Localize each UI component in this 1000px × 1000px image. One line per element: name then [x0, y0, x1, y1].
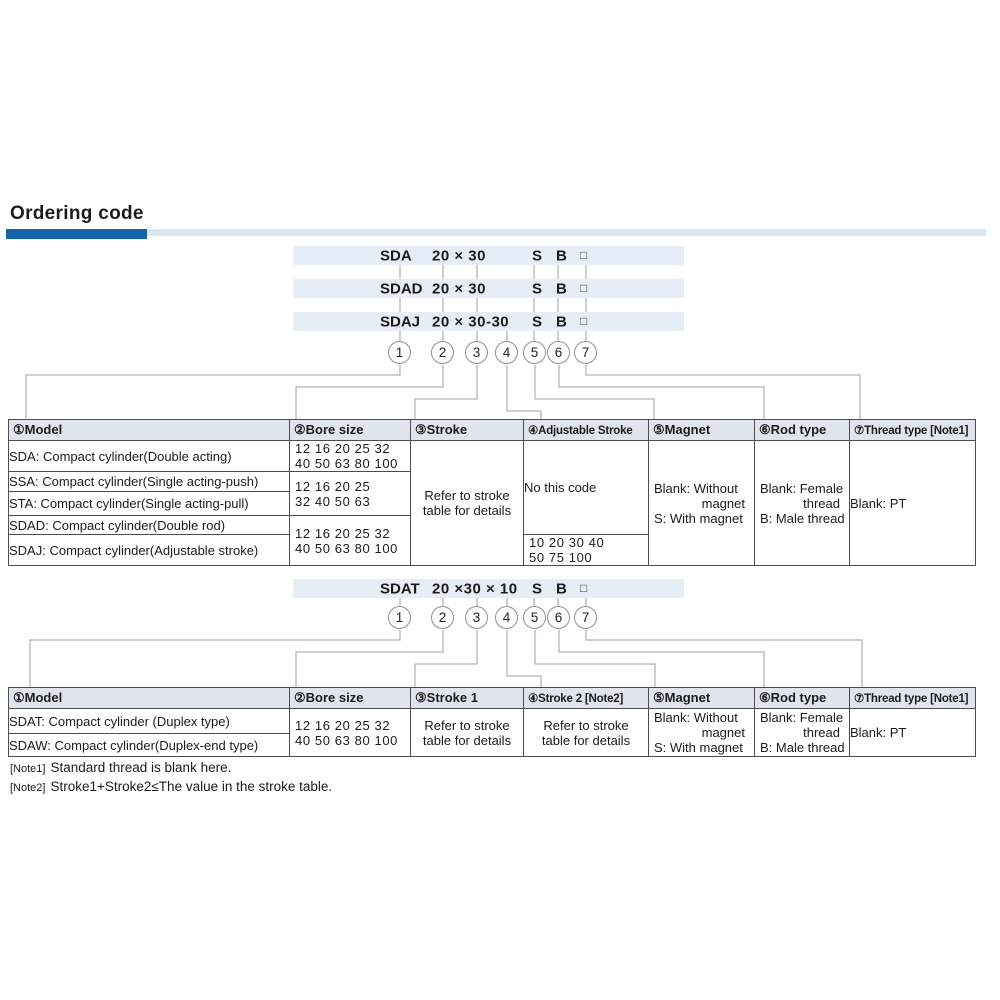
adjustable-stroke-cell: No this code	[524, 441, 649, 535]
tick-lines-band4-circles	[400, 598, 586, 606]
adjustable-stroke-values-cell	[524, 535, 649, 566]
bore-size-line: 12 16 20 25	[295, 478, 371, 494]
header-thread-type: ⑦Thread type [Note1]	[850, 688, 976, 709]
circle-number-4: 4	[495, 606, 518, 629]
magnet-cell	[649, 441, 755, 566]
bore-size-line: 12 16 20 25 32	[295, 717, 391, 733]
stair-1-thread	[586, 365, 860, 419]
header-rod-type: ⑥Rod type	[755, 420, 850, 441]
circle-number-3: 3	[465, 341, 488, 364]
model-cell: SDAT: Compact cylinder (Duplex type)	[9, 709, 290, 734]
stair-2-model	[30, 630, 400, 687]
header-model: ①Model	[9, 420, 290, 441]
tick-lines-band2-band3	[400, 298, 586, 312]
circle-number-2: 2	[431, 606, 454, 629]
stroke-line: table for details	[422, 503, 512, 518]
stair-1-magnet	[535, 365, 654, 419]
code-model: SDAT	[380, 580, 420, 597]
stair-1-adjustable	[507, 365, 541, 419]
stroke-line: Refer to stroke	[424, 717, 510, 733]
bore-size-cell	[290, 709, 411, 757]
stroke-line: Refer to stroke	[543, 717, 629, 733]
note-line-2	[10, 779, 332, 794]
circle-number-1: 1	[388, 341, 411, 364]
stair-1-model	[26, 365, 400, 419]
tick-lines-band1-band2	[400, 265, 586, 279]
stair-2-thread	[586, 630, 862, 687]
bore-size-line: 32 40 50 63	[295, 493, 371, 509]
stroke-line: table for details	[541, 732, 631, 748]
header-rod-type: ⑥Rod type	[755, 688, 850, 709]
model-cell: SDAD: Compact cylinder(Double rod)	[9, 516, 290, 535]
header-stroke-1: ③Stroke 1	[411, 688, 524, 709]
table-row	[9, 441, 976, 472]
code-rod: B	[556, 280, 567, 297]
order-code-row-sdaj	[293, 312, 684, 331]
header-thread-type: ⑦Thread type [Note1]	[850, 420, 976, 441]
rod-type-line: B: Male thread	[760, 740, 845, 755]
magnet-line: Blank: Without	[654, 480, 738, 496]
stair-2-bore	[296, 630, 443, 687]
circle-number-5: 5	[523, 341, 546, 364]
code-model: SDAD	[380, 280, 423, 297]
adjustable-stroke-line: 50 75 100	[529, 550, 593, 565]
bore-size-cell	[290, 472, 411, 516]
circle-number-2: 2	[431, 341, 454, 364]
model-cell: STA: Compact cylinder(Single acting-pull)	[9, 492, 290, 516]
stair-2-magnet	[535, 630, 655, 687]
rod-type-line: thread	[803, 725, 840, 740]
code-magnet: S	[532, 280, 543, 297]
adjustable-stroke-line: 10 20 30 40	[529, 535, 605, 550]
code-rod: B	[556, 580, 567, 597]
bore-size-line: 40 50 63 80 100	[295, 540, 398, 556]
table-row	[9, 709, 976, 734]
stair-1-rod	[559, 365, 764, 419]
header-bore-size: ②Bore size	[290, 688, 411, 709]
stroke-cell	[411, 441, 524, 566]
circle-number-7: 7	[574, 341, 597, 364]
stroke-2-cell	[524, 709, 649, 757]
magnet-cell	[649, 709, 755, 757]
stair-2-stroke2	[507, 630, 541, 687]
header-model: ①Model	[9, 688, 290, 709]
rod-type-line: Blank: Female	[760, 480, 844, 496]
rod-type-line: B: Male thread	[760, 510, 845, 526]
code-bore-stroke: 20 × 30	[432, 280, 486, 297]
rod-type-line: Blank: Female	[760, 710, 844, 725]
code-magnet: S	[532, 247, 543, 264]
note-tag: [Note2]	[10, 782, 46, 794]
code-bore-stroke: 20 ×30 × 10	[432, 580, 518, 597]
code-thread-box-icon: □	[580, 581, 588, 596]
circle-number-7: 7	[574, 606, 597, 629]
code-bore-stroke: 20 × 30	[432, 247, 486, 264]
rod-type-cell	[755, 441, 850, 566]
code-thread-box-icon: □	[580, 248, 588, 263]
order-code-row-sdad	[293, 279, 684, 298]
code-magnet: S	[532, 313, 543, 330]
stair-2-stroke1	[415, 630, 477, 687]
magnet-line: S: With magnet	[654, 510, 743, 526]
bore-size-cell	[290, 441, 411, 472]
circle-number-6: 6	[547, 341, 570, 364]
circle-number-5: 5	[523, 606, 546, 629]
stroke-1-cell	[411, 709, 524, 757]
magnet-line: Blank: Without	[654, 710, 738, 725]
stroke-line: Refer to stroke	[424, 488, 510, 503]
magnet-line: magnet	[701, 725, 745, 740]
model-cell: SDAJ: Compact cylinder(Adjustable stroke)	[9, 535, 290, 566]
code-model: SDAJ	[380, 313, 421, 330]
stair-1-bore	[296, 365, 443, 419]
code-thread-box-icon: □	[580, 314, 588, 329]
code-rod: B	[556, 313, 567, 330]
magnet-line: magnet	[701, 495, 745, 511]
model-cell: SDAW: Compact cylinder(Duplex-end type)	[9, 734, 290, 757]
table-header-row	[9, 688, 976, 709]
bore-size-line: 40 50 63 80 100	[295, 732, 398, 748]
circle-number-3: 3	[465, 606, 488, 629]
bore-size-line: 12 16 20 25 32	[295, 441, 391, 456]
tick-lines-band3-circles	[400, 331, 586, 341]
code-thread-box-icon: □	[580, 281, 588, 296]
header-magnet: ⑤Magnet	[649, 420, 755, 441]
ordering-table-1	[8, 419, 976, 566]
rod-type-cell	[755, 709, 850, 757]
circle-number-6: 6	[547, 606, 570, 629]
rod-type-line: thread	[803, 495, 840, 511]
magnet-line: S: With magnet	[654, 740, 743, 755]
header-stroke-2: ④Stroke 2 [Note2]	[524, 688, 649, 709]
order-code-row-sdat	[293, 579, 684, 598]
header-adjustable-stroke: ④Adjustable Stroke	[524, 420, 649, 441]
table-header-row	[9, 420, 976, 441]
header-stroke: ③Stroke	[411, 420, 524, 441]
model-cell: SSA: Compact cylinder(Single acting-push)	[9, 472, 290, 492]
bore-size-cell	[290, 516, 411, 566]
code-magnet: S	[532, 580, 543, 597]
circle-number-1: 1	[388, 606, 411, 629]
stair-1-stroke	[415, 365, 477, 419]
thread-type-cell: Blank: PT	[850, 709, 976, 757]
bore-size-line: 12 16 20 25 32	[295, 525, 391, 541]
note-tag: [Note1]	[10, 763, 46, 775]
ordering-table-2	[8, 687, 976, 757]
note-text: Standard thread is blank here.	[50, 760, 232, 775]
code-bore-stroke: 20 × 30-30	[432, 313, 510, 330]
code-model: SDA	[380, 247, 412, 264]
model-cell: SDA: Compact cylinder(Double acting)	[9, 441, 290, 472]
bore-size-line: 40 50 63 80 100	[295, 456, 398, 471]
circle-number-4: 4	[495, 341, 518, 364]
note-text: Stroke1+Stroke2≤The value in the stroke table.	[50, 779, 333, 794]
header-magnet: ⑤Magnet	[649, 688, 755, 709]
stroke-line: table for details	[422, 732, 512, 748]
code-rod: B	[556, 247, 567, 264]
header-bore-size: ②Bore size	[290, 420, 411, 441]
page-title: Ordering code	[10, 203, 144, 224]
thread-type-cell: Blank: PT	[850, 441, 976, 566]
stair-2-rod	[559, 630, 764, 687]
note-line-1	[10, 760, 231, 775]
order-code-row-sda	[293, 246, 684, 265]
